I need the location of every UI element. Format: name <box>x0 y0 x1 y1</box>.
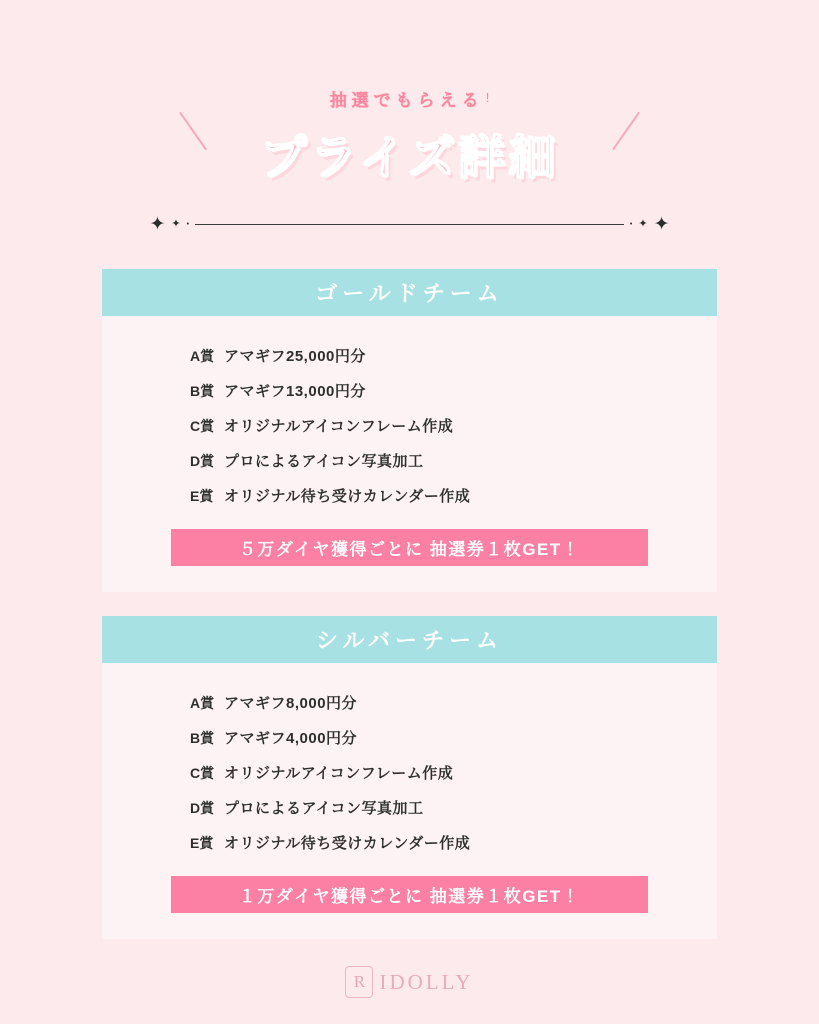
dot-icon: • <box>629 220 633 228</box>
sparkle-icon: ✦ <box>149 213 166 235</box>
sparkle-icon: ✦ <box>638 217 648 230</box>
page-title: プライズ詳細 <box>260 131 559 183</box>
team-name: ゴールドチーム <box>315 281 504 306</box>
list-item <box>190 685 717 720</box>
prize-rank: E賞 <box>190 835 214 851</box>
prize-text: アマギフ25,000円分 <box>224 348 366 365</box>
prize-text: プロによるアイコン写真加工 <box>224 453 424 470</box>
list-item <box>190 338 717 373</box>
brand-name: IDOLLY <box>379 969 474 994</box>
condition-text: ５万ダイヤ獲得ごとに 抽選券１枚GET！ <box>238 540 581 559</box>
team-card-body <box>102 663 717 939</box>
prize-text: オリジナル待ち受けカレンダー作成 <box>224 835 471 852</box>
team-card-header <box>102 616 717 663</box>
list-item <box>190 373 717 408</box>
list-item <box>190 478 717 513</box>
prize-text: アマギフ4,000円分 <box>224 730 358 747</box>
list-item <box>190 790 717 825</box>
condition-banner <box>171 876 648 913</box>
eyebrow-text: 抽選でもらえる <box>329 91 484 110</box>
prize-rank: C賞 <box>190 765 215 781</box>
footer-logo <box>0 966 819 998</box>
prize-list <box>102 338 717 513</box>
prize-text: アマギフ8,000円分 <box>224 695 358 712</box>
list-item <box>190 408 717 443</box>
list-item <box>190 755 717 790</box>
condition-banner <box>171 529 648 566</box>
prize-text: アマギフ13,000円分 <box>224 383 366 400</box>
sparkle-icon: ✦ <box>653 213 670 235</box>
sparkle-icon: ✦ <box>171 217 181 230</box>
list-item <box>190 825 717 860</box>
prize-rank: D賞 <box>190 800 215 816</box>
prize-text: プロによるアイコン写真加工 <box>224 800 424 817</box>
team-card-silver <box>102 616 717 939</box>
prize-rank: B賞 <box>190 383 215 399</box>
list-item <box>190 443 717 478</box>
prize-rank: A賞 <box>190 348 215 364</box>
brand-mark-icon: R <box>345 966 373 998</box>
eyebrow-star-icon: ! <box>485 90 490 105</box>
prize-rank: D賞 <box>190 453 215 469</box>
eyebrow-line <box>0 86 819 111</box>
prize-rank: A賞 <box>190 695 215 711</box>
prize-rank: B賞 <box>190 730 215 746</box>
condition-text: １万ダイヤ獲得ごとに 抽選券１枚GET！ <box>238 887 581 906</box>
dot-icon: • <box>186 220 190 228</box>
prize-list <box>102 685 717 860</box>
team-card-header <box>102 269 717 316</box>
team-card-gold <box>102 269 717 592</box>
decorative-divider <box>150 213 670 235</box>
prize-text: オリジナルアイコンフレーム作成 <box>224 418 454 435</box>
prize-rank: E賞 <box>190 488 214 504</box>
team-card-body <box>102 316 717 592</box>
prize-text: オリジナル待ち受けカレンダー作成 <box>224 488 471 505</box>
team-name: シルバーチーム <box>316 628 503 653</box>
prize-text: オリジナルアイコンフレーム作成 <box>224 765 454 782</box>
list-item <box>190 720 717 755</box>
page-header <box>0 0 819 235</box>
divider-line <box>195 224 624 225</box>
prize-rank: C賞 <box>190 418 215 434</box>
